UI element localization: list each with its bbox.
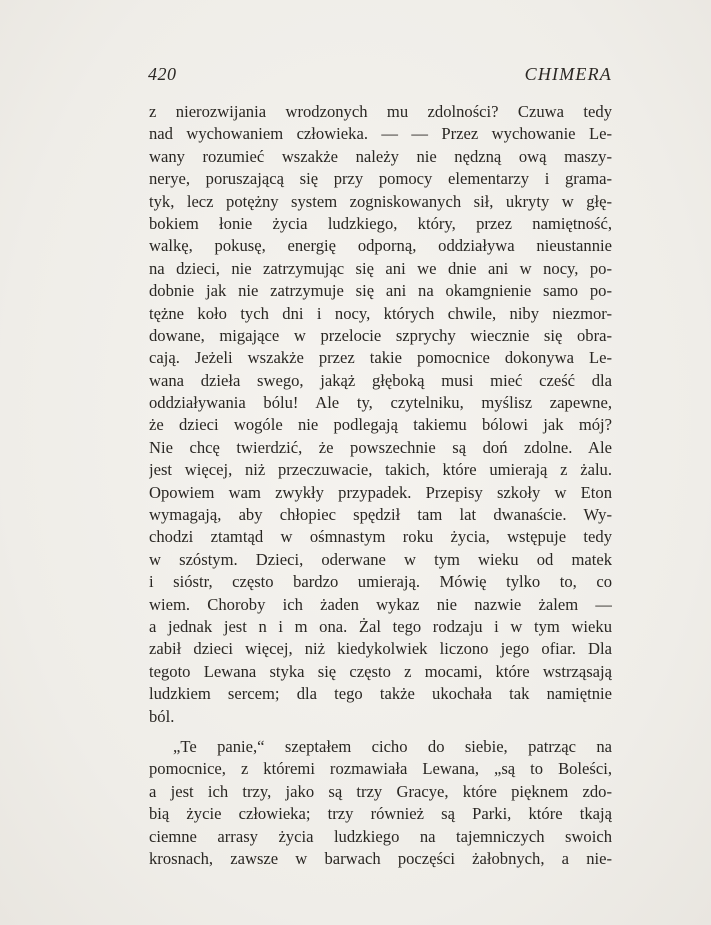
text-line: chodzi ztamtąd w ośmnastym roku życia, wstępuje tedy	[149, 527, 612, 547]
text-line: cają. Jeżeli wszakże przez takie pomocnice dokonywa Le-	[149, 348, 612, 368]
text-line: nad wychowaniem człowieka. — — Przez wychowanie Le-	[149, 124, 612, 144]
text-line: dowane, migające w przelocie szprychy wiecznie się obra-	[149, 325, 612, 345]
text-line: bokiem łonie życia ludzkiego, który, przez namiętność,	[149, 213, 612, 233]
text-line: jest więcej, niż przeczuwacie, takich, które umierają z żalu.	[149, 460, 612, 480]
page-header	[148, 64, 612, 88]
text-line: oddziaływania bólu! Ale ty, czytelniku, myślisz zapewne,	[149, 393, 612, 413]
page-number: 420	[148, 64, 177, 84]
text-line: zabił dzieci więcej, niż kiedykolwiek liczono jego ofiar. Dla	[149, 639, 612, 659]
text-line: tężne koło tych dni i nocy, których chwile, niby niezmor-	[149, 303, 612, 323]
text-line: ludzkiem sercem; dla tego także ukochała tak namiętnie	[149, 684, 612, 704]
paragraph	[149, 101, 612, 728]
body-text	[149, 101, 612, 870]
text-line: na dzieci, nie zatrzymując się ani we dnie ani w nocy, po-	[149, 258, 612, 278]
text-line: ciemne arrasy życia ludzkiego na tajemniczych swoich	[149, 826, 612, 846]
text-line: wymagają, aby chłopiec spędził tam lat dwanaście. Wy-	[149, 505, 612, 525]
text-line: walkę, pokusę, energię odporną, oddziaływa nieustannie	[149, 236, 612, 256]
text-line: dobnie jak nie zatrzymuje się ani na okamgnienie samo po-	[149, 281, 612, 301]
text-line: Opowiem wam zwykły przypadek. Przepisy szkoły w Eton	[149, 482, 612, 502]
text-line: a jest ich trzy, jako są trzy Gracye, które pięknem zdo-	[149, 781, 612, 801]
text-line: pomocnice, z któremi rozmawiała Lewana, „są to Boleści,	[149, 759, 612, 779]
text-line: z nierozwijania wrodzonych mu zdolności? Czuwa tedy	[149, 102, 612, 121]
text-line: „Te panie,“ szeptałem cicho do siebie, patrząc na	[173, 736, 612, 756]
text-line: Nie chcę twierdzić, że powszechnie są doń zdolne. Ale	[149, 437, 612, 457]
text-line: nerye, poruszającą się przy pomocy elementarzy i grama-	[149, 169, 612, 189]
text-line: a jednak jest n i m ona. Żal tego rodzaju i w tym wieku	[149, 616, 612, 636]
text-line: że dzieci wogóle nie podlegają takiemu bólowi jak mój?	[149, 415, 612, 435]
text-line: bią życie człowieka; trzy również są Parki, które tkają	[149, 804, 612, 824]
text-line: ból.	[149, 706, 175, 726]
text-line: wana dzieła swego, jakąż głęboką musi mieć cześć dla	[149, 370, 612, 390]
text-line: krosnach, zawsze w barwach poczęści żałobnych, a nie-	[149, 848, 612, 868]
running-title: CHIMERA	[524, 64, 612, 84]
paragraph	[149, 736, 612, 870]
text-line: tyk, lecz potężny system zogniskowanych sił, ukryty w głę-	[149, 191, 612, 211]
text-line: wany rozumieć wszakże należy nie nędzną ową maszy-	[149, 146, 612, 166]
text-line: i sióstr, często bardzo umierają. Mówię tylko to, co	[149, 572, 612, 592]
text-line: wiem. Choroby ich żaden wykaz nie nazwie żalem —	[149, 594, 612, 614]
text-line: w szóstym. Dzieci, oderwane w tym wieku od matek	[149, 549, 612, 569]
text-line: tegoto Lewana styka się często z mocami, które wstrząsają	[149, 661, 612, 681]
paragraph-gap	[149, 728, 612, 736]
